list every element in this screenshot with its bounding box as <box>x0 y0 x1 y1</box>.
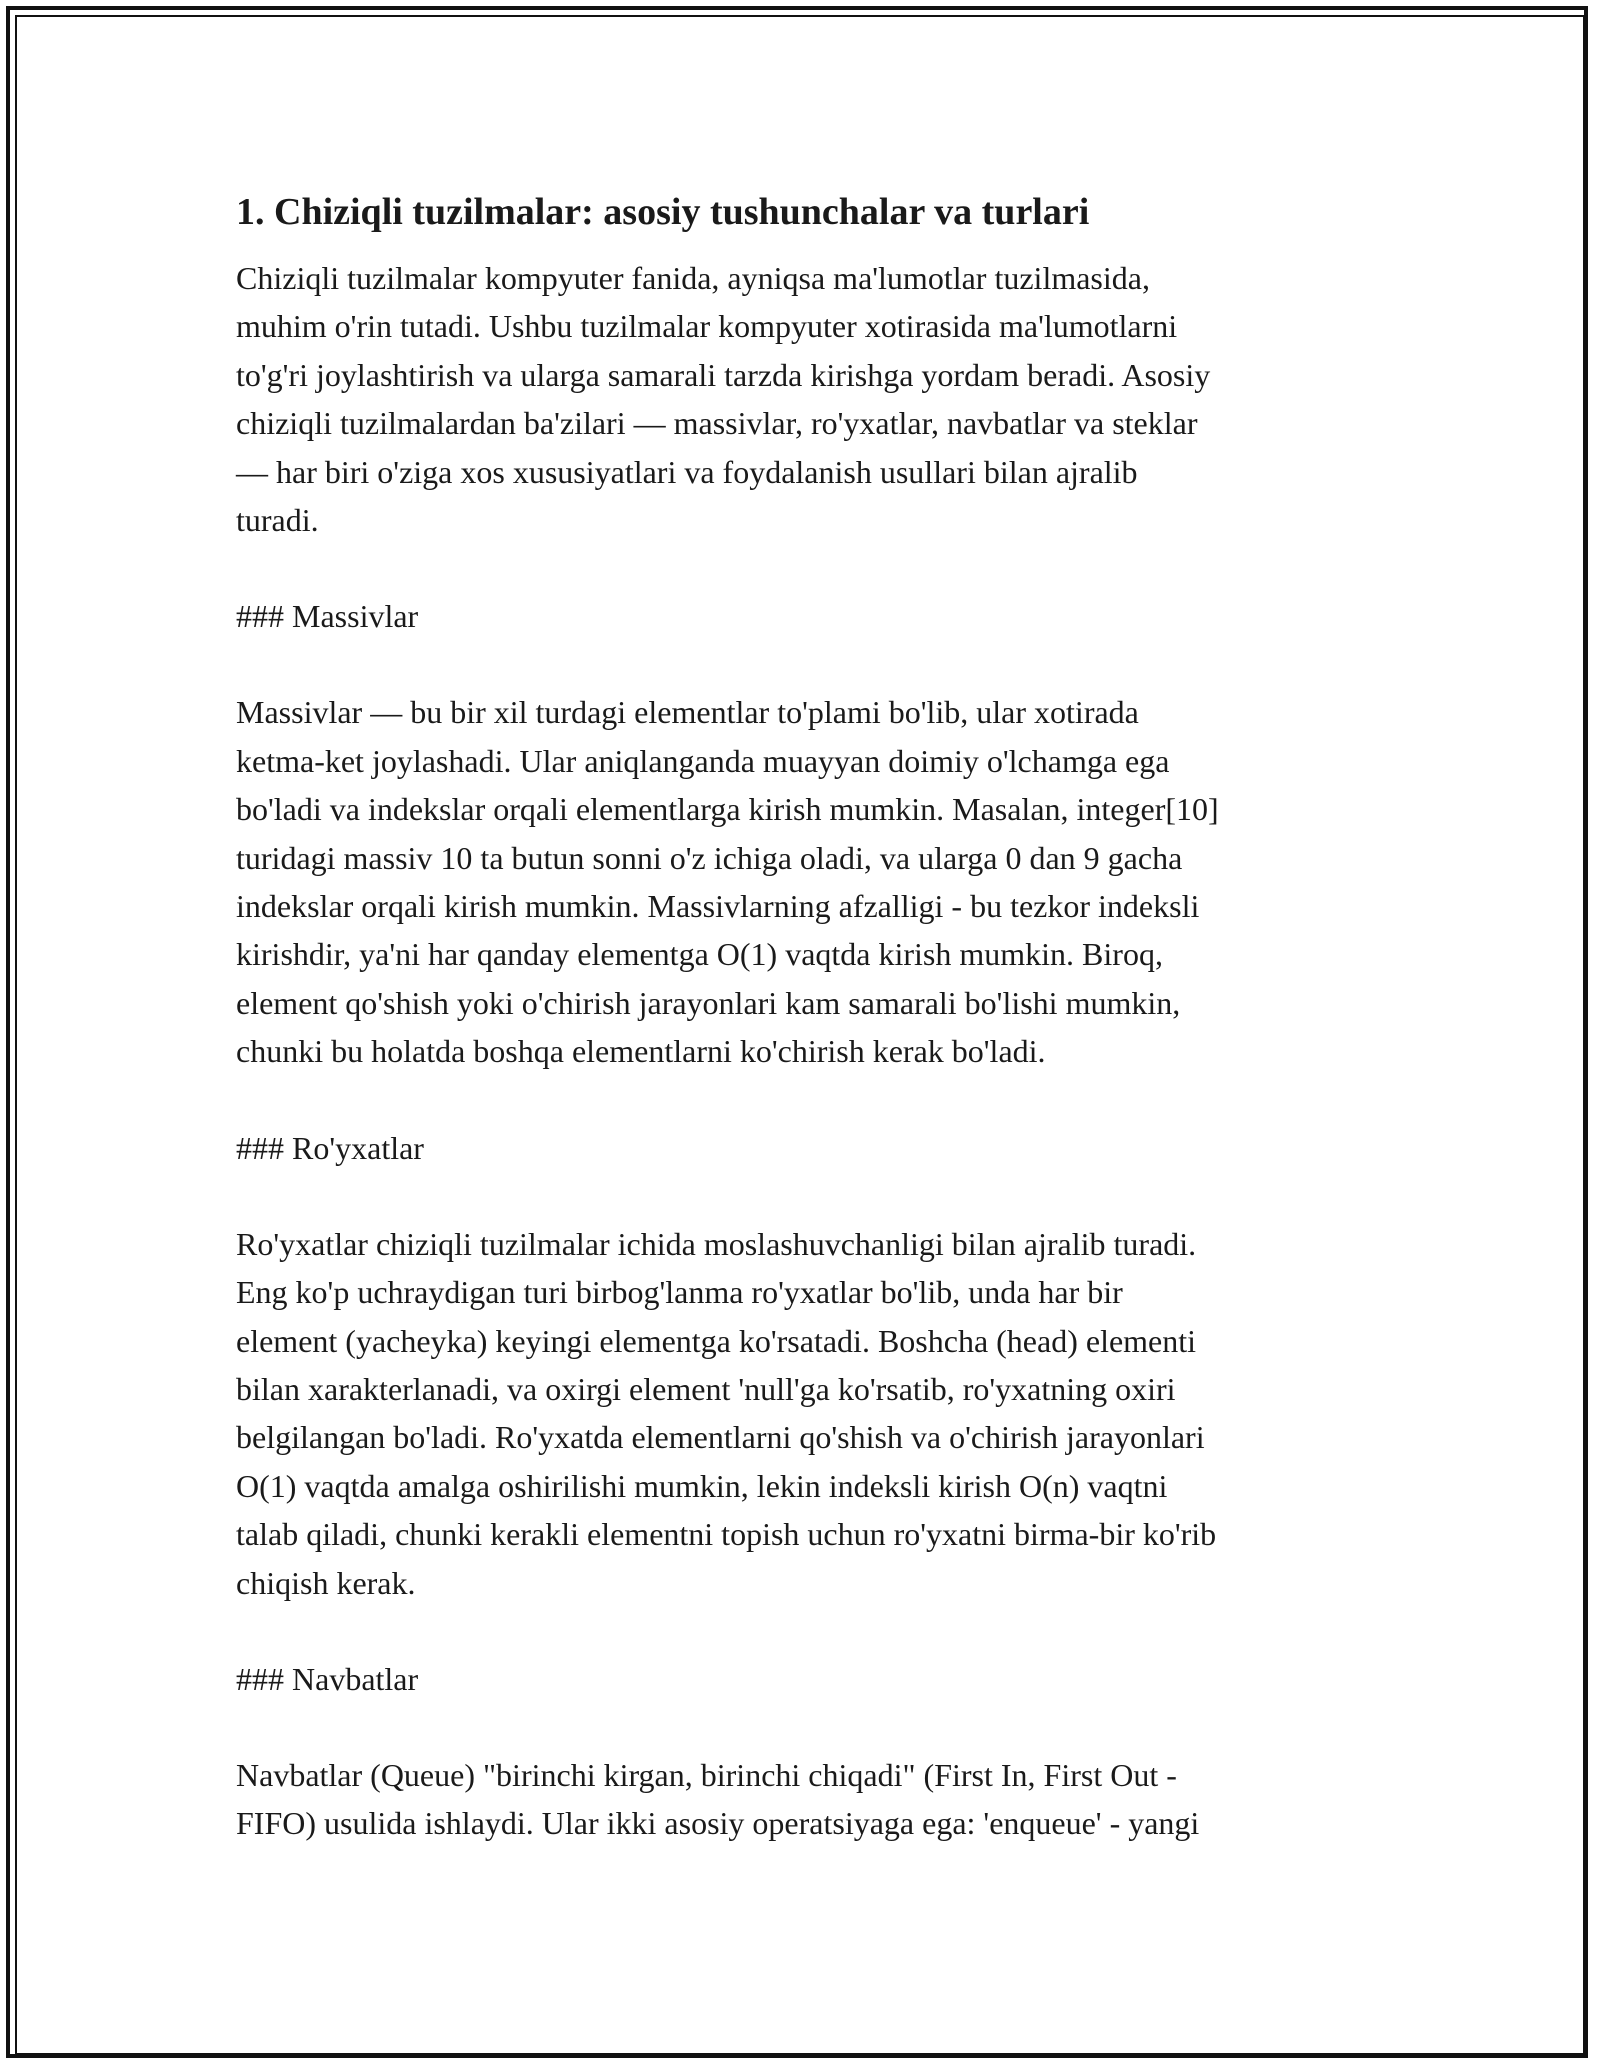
document-body <box>236 186 1376 1848</box>
spacer <box>236 1703 1376 1751</box>
section-heading-navbatlar: ### Navbatlar <box>236 1660 419 1697</box>
intro-paragraph: Chiziqli tuzilmalar kompyuter fanida, ayniqsa ma'lumotlar tuzilmasida, muhim o'rin tutadi. Ushbu tuzilmalar kompyuter xotirasida ma'lumotlarni to'g'ri joylashtirish va ularga samarali tarzda kirishga yordam beradi. Asosiy chiziqli tuzilmalardan ba'zilari — massivlar, ro'yxatlar, navbatlar va steklar — har biri o'ziga xos xususiyatlari va foydalanish usullari bilan ajralib turadi. <box>236 260 1211 539</box>
spacer <box>236 1172 1376 1220</box>
spacer <box>236 544 1376 592</box>
section-heading-massivlar: ### Massivlar <box>236 598 419 635</box>
spacer <box>236 640 1376 688</box>
section-heading-royxatlar: ### Ro'yxatlar <box>236 1129 424 1166</box>
section-body-navbatlar: Navbatlar (Queue) "birinchi kirgan, birinchi chiqadi" (First In, First Out - FIFO) usulida ishlaydi. Ular ikki asosiy operatsiyaga ega: 'enqueue' - yangi <box>236 1756 1200 1842</box>
spacer <box>236 1076 1376 1124</box>
section-body-royxatlar: Ro'yxatlar chiziqli tuzilmalar ichida moslashuvchanligi bilan ajralib turadi. Eng ko'p uchraydigan turi birbog'lanma ro'yxatlar bo'lib, unda har bir element (yacheyka) keyingi elementga ko'rsatadi. Boshcha (head) elementi bilan xarakterlanadi, va oxirgi element 'null'ga ko'rsatib, ro'yxatning oxiri belgilangan bo'ladi. Ro'yxatda elementlarni qo'shish va o'chirish jarayonlari O(1) vaqtda amalga oshirilishi mumkin, lekin indeksli kirish O(n) vaqtni talab qiladi, chunki kerakli elementni topish uchun ro'yxatni birma-bir ko'rib chiqish kerak. <box>236 1225 1217 1601</box>
spacer <box>236 1607 1376 1655</box>
section-body-massivlar: Massivlar — bu bir xil turdagi elementlar to'plami bo'lib, ular xotirada ketma-ket joylashadi. Ular aniqlanganda muayyan doimiy o'lchamga ega bo'ladi va indekslar orqali elementlarga kirish mumkin. Masalan, integer[10] turidagi massiv 10 ta butun sonni o'z ichiga oladi, va ularga 0 dan 9 gacha indekslar orqali kirish mumkin. Massivlarning afzalligi - bu tezkor indeksli kirishdir, ya'ni har qanday elementga O(1) vaqtda kirish mumkin. Biroq, element qo'shish yoki o'chirish jarayonlari kam samarali bo'lishi mumkin, chunki bu holatda boshqa elementlarni ko'chirish kerak bo'ladi. <box>236 694 1219 1070</box>
document-title: 1. Chiziqli tuzilmalar: asosiy tushunchalar va turlari <box>236 191 1090 233</box>
